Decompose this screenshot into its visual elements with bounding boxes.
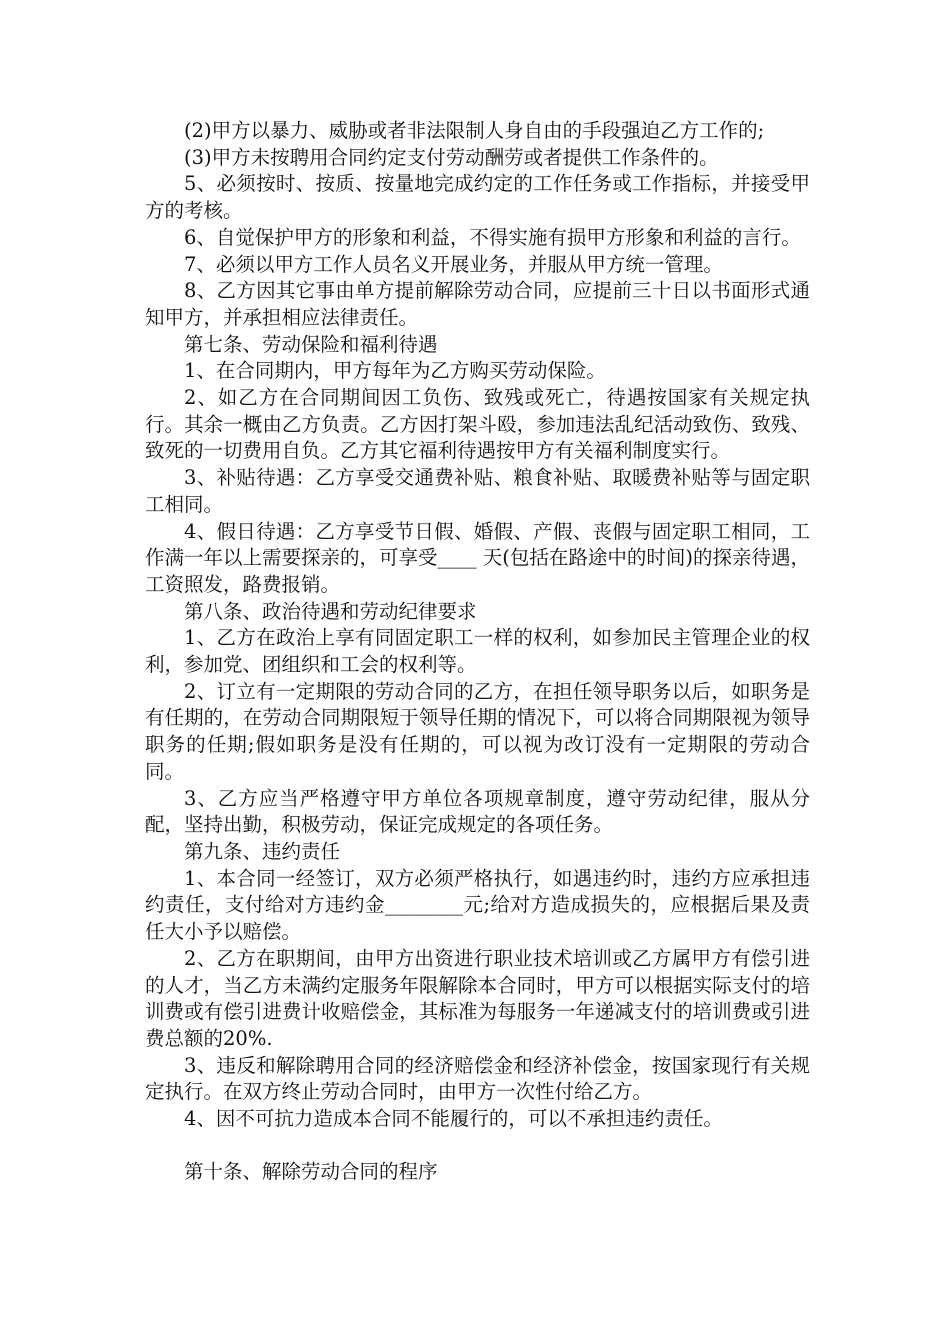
section-heading: 第八条、政治待遇和劳动纪律要求 [184, 599, 477, 623]
paragraph: 4、因不可抗力造成本合同不能履行的，可以不承担违约责任。 [184, 1107, 723, 1131]
paragraph: 3、乙方应当严格遵守甲方单位各项规章制度，遵守劳动纪律，服从分配，坚持出勤，积极劳动，保证完成规定的各项任务。 [145, 786, 810, 837]
section-heading: 第十条、解除劳动合同的程序 [184, 1160, 438, 1184]
paragraph: (2)甲方以暴力、威胁或者非法限制人身自由的手段强迫乙方工作的; [184, 119, 765, 142]
blank-line [145, 1133, 810, 1160]
paragraph: 6、自觉保护甲方的形象和利益，不得实施有损甲方形象和利益的言行。 [184, 225, 801, 249]
paragraph: 5、必须按时、按质、按量地完成约定的工作任务或工作指标，并接受甲方的考核。 [145, 172, 810, 223]
contract-body [145, 118, 810, 1186]
paragraph: 3、违反和解除聘用合同的经济赔偿金和经济补偿金，按国家现行有关规定执行。在双方终止劳动合同时，由甲方一次性付给乙方。 [145, 1053, 810, 1104]
paragraph: (3)甲方未按聘用合同约定支付劳动酬劳或者提供工作条件的。 [184, 145, 719, 169]
paragraph: 4、假日待遇：乙方享受节日假、婚假、产假、丧假与固定职工相同，工作满一年以上需要探亲的，可享受____ 天(包括在路途中的时间)的探亲待遇，工资照发，路费报销。 [145, 519, 810, 596]
section-heading: 第九条、违约责任 [184, 839, 341, 863]
paragraph: 2、乙方在职期间，由甲方出资进行职业技术培训或乙方属甲方有偿引进的人才，当乙方未满约定服务年限解除本合同时，甲方可以根据实际支付的培训费或有偿引进费计收赔偿金，其标准为每服务一年递减支付的培训费或引进费总额的20%. [145, 946, 810, 1050]
paragraph: 3、补贴待遇：乙方享受交通费补贴、粮食补贴、取暖费补贴等与固定职工相同。 [145, 466, 810, 516]
paragraph: 1、本合同一经签订，双方必须严格执行，如遇违约时，违约方应承担违约责任，支付给对方违约金________元;给对方造成损失的，应根据后果及责任大小予以赔偿。 [145, 866, 810, 944]
section-heading: 第七条、劳动保险和福利待遇 [184, 332, 438, 356]
paragraph: 2、订立有一定期限的劳动合同的乙方，在担任领导职务以后，如职务是有任期的，在劳动合同期限短于领导任期的情况下，可以将合同期限视为领导职务的任期;假如职务是没有任期的，可以视为改订没有一定期限的劳动合同。 [145, 679, 810, 783]
paragraph: 1、在合同期内，甲方每年为乙方购买劳动保险。 [184, 359, 606, 383]
paragraph: 2、如乙方在合同期间因工负伤、致残或死亡，待遇按国家有关规定执行。其余一概由乙方负责。乙方因打架斗殴，参加违法乱纪活动致伤、致残、致死的一切费用自负。乙方其它福利待遇按甲方有关福利制度实行。 [145, 386, 810, 463]
paragraph: 1、乙方在政治上享有同固定职工一样的权利，如参加民主管理企业的权利，参加党、团组织和工会的权利等。 [145, 626, 810, 677]
paragraph: 8、乙方因其它事由单方提前解除劳动合同，应提前三十日以书面形式通知甲方，并承担相应法律责任。 [145, 279, 810, 329]
paragraph: 7、必须以甲方工作人员名义开展业务，并服从甲方统一管理。 [184, 252, 723, 276]
